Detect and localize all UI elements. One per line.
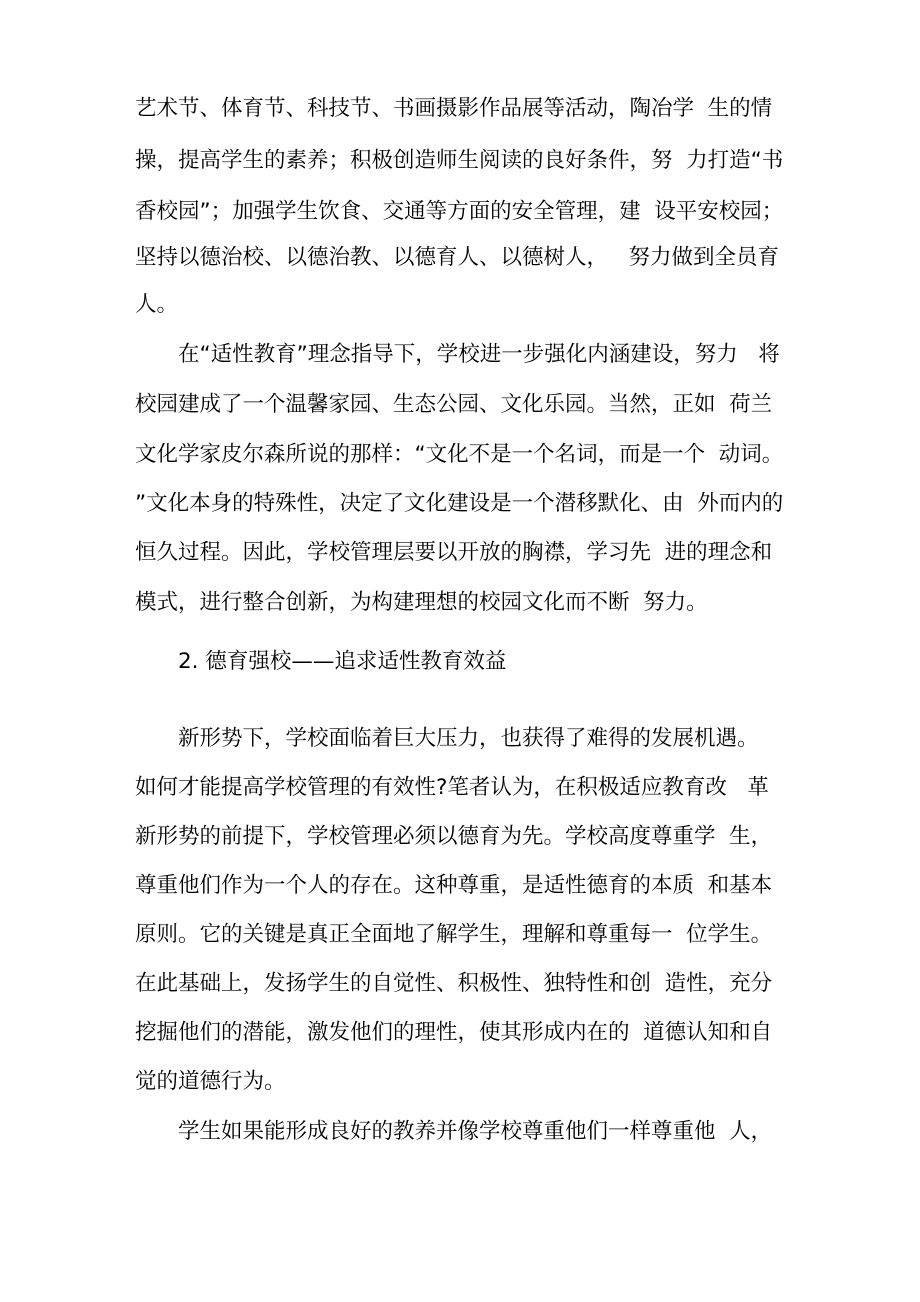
paragraph-3-line-1: 新形势下，学校面临着巨大压力，也获得了难得的发展机遇。 bbox=[178, 726, 759, 751]
paragraph-2-line-3: 文化学家皮尔森所说的那样：“文化不是一个名词，而是一个 动词。 bbox=[135, 442, 784, 467]
paragraph-3-line-8: 觉的道德行为。 bbox=[135, 1069, 286, 1094]
paragraph-3-line-4: 尊重他们作为一个人的存在。这种尊重，是适性德育的本质 和基本 bbox=[135, 873, 773, 898]
paragraph-2-line-5: 恒久过程。因此，学校管理层要以开放的胸襟，学习先 进的理念和 bbox=[135, 540, 773, 565]
paragraph-1-line-5: 人。 bbox=[135, 292, 179, 317]
paragraph-3-line-5: 原则。它的关键是真正全面地了解学生，理解和尊重每一 位学生。 bbox=[135, 922, 773, 947]
paragraph-4-line-1: 学生如果能形成良好的教养并像学校尊重他们一样尊重他 人， bbox=[178, 1119, 773, 1144]
paragraph-2-line-2: 校园建成了一个温馨家园、生态公园、文化乐园。当然，正如 荷兰 bbox=[135, 392, 773, 417]
paragraph-2-line-1: 在“适性教育”理念指导下，学校进一步强化内涵建设，努力 将 bbox=[178, 342, 780, 367]
paragraph-3-line-7: 挖掘他们的潜能，激发他们的理性，使其形成内在的 道德认知和自 bbox=[135, 1020, 773, 1045]
paragraph-3-line-3: 新形势的前提下，学校管理必须以德育为先。学校高度尊重学 生， bbox=[135, 824, 773, 849]
paragraph-2-line-6: 模式，进行整合创新，为构建理想的校园文化而不断 努力。 bbox=[135, 590, 708, 615]
paragraph-2-line-4: ”文化本身的特殊性，决定了文化建设是一个潜移默化、由 外而内的 bbox=[135, 491, 784, 516]
paragraph-1-line-2: 操，提高学生的素养；积极创造师生阅读的良好条件，努 力打造“书 bbox=[135, 148, 784, 173]
section-heading: 2. 德育强校——追求适性教育效益 bbox=[178, 649, 507, 674]
paragraph-1-line-3: 香校园”；加强学生饮食、交通等方面的安全管理，建 设平安校园； bbox=[135, 199, 784, 224]
paragraph-1-line-4: 坚持以德治校、以德治教、以德育人、以德树人， 努力做到全员育 bbox=[135, 245, 780, 270]
paragraph-3-line-6: 在此基础上，发扬学生的自觉性、积极性、独特性和创 造性，充分 bbox=[135, 971, 773, 996]
paragraph-1-line-1: 艺术节、体育节、科技节、书画摄影作品展等活动，陶冶学 生的情 bbox=[135, 96, 773, 121]
paragraph-3-line-2: 如何才能提高学校管理的有效性?笔者认为，在积极适应教育改 革 bbox=[135, 775, 769, 800]
